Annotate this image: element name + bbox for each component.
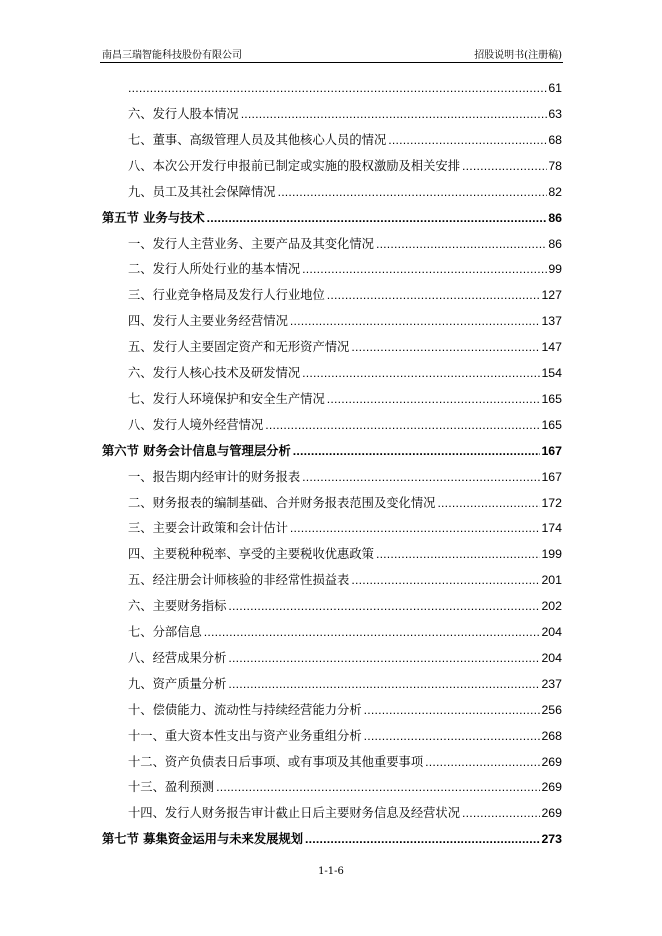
toc-entry[interactable] bbox=[128, 775, 562, 795]
toc-entry-label: 五、发行人主要固定资产和无形资产情况 bbox=[128, 340, 350, 355]
toc-entry[interactable] bbox=[128, 672, 562, 692]
toc-entry-label: 七、发行人环境保护和安全生产情况 bbox=[128, 391, 325, 406]
toc-page-number: 165 bbox=[541, 391, 562, 406]
toc-leader-dots bbox=[327, 391, 541, 407]
toc-entry[interactable] bbox=[128, 309, 562, 329]
toc-entry-label: 第五节 业务与技术 bbox=[102, 210, 205, 225]
toc-leader-dots bbox=[388, 132, 547, 148]
toc-entry-label: 六、发行人股本情况 bbox=[128, 107, 239, 121]
toc-page-number: 86 bbox=[548, 210, 562, 225]
toc-entry[interactable] bbox=[128, 542, 562, 562]
toc-page-number: 165 bbox=[541, 417, 562, 432]
toc-entry-label: 十、偿债能力、流动性与持续经营能力分析 bbox=[128, 702, 362, 717]
toc-entry-label: 七、董事、高级管理人员及其他核心人员的情况 bbox=[128, 132, 387, 147]
toc-leader-dots bbox=[376, 236, 547, 252]
toc-entry-label: 八、本次公开发行申报前已制定或实施的股权激励及相关安排 bbox=[128, 158, 461, 173]
toc-leader-dots bbox=[128, 80, 547, 96]
toc-entry[interactable] bbox=[128, 232, 562, 252]
toc-entry[interactable] bbox=[128, 646, 562, 666]
toc-leader-dots bbox=[241, 106, 548, 122]
toc-entry[interactable] bbox=[128, 516, 562, 536]
toc-leader-dots bbox=[228, 676, 540, 692]
toc-entry[interactable] bbox=[128, 387, 562, 407]
toc-leader-dots bbox=[204, 624, 541, 640]
toc-leader-dots bbox=[364, 702, 541, 718]
toc-entry-label: 九、资产质量分析 bbox=[128, 676, 227, 691]
toc-entry-label: 十四、发行人财务报告审计截止日后主要财务信息及经营状况 bbox=[128, 806, 461, 821]
toc-leader-dots bbox=[302, 365, 540, 381]
toc-leader-dots bbox=[290, 520, 541, 536]
toc-entry-label: 一、报告期内经审计的财务报表 bbox=[128, 469, 301, 484]
toc-entry[interactable] bbox=[128, 620, 562, 640]
toc-entry[interactable] bbox=[128, 154, 562, 174]
toc-entry-label: 第六节 财务会计信息与管理层分析 bbox=[102, 443, 291, 458]
toc-entry-label: 八、发行人境外经营情况 bbox=[128, 417, 264, 432]
toc-page-number: 273 bbox=[541, 832, 562, 847]
toc-entry-label: 二、发行人所处行业的基本情况 bbox=[128, 262, 301, 277]
toc-entry[interactable] bbox=[128, 750, 562, 770]
toc-page-number: 68 bbox=[548, 132, 562, 147]
toc-entry-label: 四、发行人主要业务经营情况 bbox=[128, 314, 288, 329]
toc-page-number: 199 bbox=[541, 547, 562, 562]
toc-entry[interactable] bbox=[128, 413, 562, 433]
toc-entry[interactable] bbox=[128, 724, 562, 744]
toc-page-number: 167 bbox=[541, 443, 562, 458]
page-header bbox=[102, 42, 562, 60]
toc-leader-dots bbox=[265, 417, 540, 433]
toc-entry[interactable] bbox=[128, 698, 562, 718]
toc-leader-dots bbox=[302, 469, 540, 485]
toc-entry-label: 五、经注册会计师核验的非经常性损益表 bbox=[128, 573, 350, 588]
toc-entry-label: 三、主要会计政策和会计估计 bbox=[128, 521, 288, 536]
toc-entry[interactable] bbox=[128, 594, 562, 614]
toc-entry[interactable] bbox=[128, 283, 562, 303]
toc-entry[interactable] bbox=[128, 180, 562, 200]
header-company-name: 南昌三瑞智能科技股份有限公司 bbox=[102, 50, 242, 61]
toc-leader-dots bbox=[216, 779, 540, 795]
toc-page-number: 82 bbox=[548, 184, 562, 199]
toc-leader-dots bbox=[293, 443, 541, 459]
toc-leader-dots bbox=[376, 546, 541, 562]
toc-leader-dots bbox=[364, 728, 541, 744]
toc-page-number: 256 bbox=[541, 702, 562, 717]
toc-page-number: 127 bbox=[541, 288, 562, 303]
toc-entry-label: 八、经营成果分析 bbox=[128, 650, 227, 665]
toc-page-number: 201 bbox=[541, 573, 562, 588]
toc-leader-dots bbox=[462, 158, 547, 174]
toc-entry-label: 一、发行人主营业务、主要产品及其变化情况 bbox=[128, 236, 374, 251]
toc-leader-dots bbox=[305, 831, 540, 847]
toc-leader-dots bbox=[228, 598, 540, 614]
toc-page-number: 237 bbox=[541, 676, 562, 691]
toc-entry[interactable] bbox=[128, 568, 562, 588]
toc-leader-dots bbox=[425, 754, 540, 770]
toc-page-number: 86 bbox=[548, 236, 562, 251]
toc-page-number: 204 bbox=[541, 625, 562, 639]
toc-entry[interactable] bbox=[128, 361, 562, 381]
toc-entry[interactable] bbox=[128, 491, 562, 511]
toc-entry-label: 三、行业竞争格局及发行人行业地位 bbox=[128, 288, 325, 303]
toc-page-number: 174 bbox=[541, 521, 562, 536]
toc-section-heading[interactable] bbox=[102, 206, 562, 226]
toc-entry-label: 六、发行人核心技术及研发情况 bbox=[128, 366, 301, 380]
toc-leader-dots bbox=[278, 184, 548, 200]
toc-page-number: 268 bbox=[541, 728, 562, 743]
header-document-type: 招股说明书(注册稿) bbox=[474, 50, 562, 61]
toc-page-number: 61 bbox=[548, 81, 562, 95]
toc-entry-label: 七、分部信息 bbox=[128, 625, 202, 639]
toc-entry-label: 四、主要税种税率、享受的主要税收优惠政策 bbox=[128, 547, 374, 562]
toc-page-number: 63 bbox=[548, 107, 562, 121]
toc-page-number: 99 bbox=[548, 262, 562, 277]
toc-entry-label: 六、主要财务指标 bbox=[128, 599, 227, 614]
toc-leader-dots bbox=[228, 650, 540, 666]
page-footer-number: 1-1-6 bbox=[318, 866, 344, 877]
toc-page-number: 167 bbox=[541, 469, 562, 484]
toc-page-number: 269 bbox=[541, 806, 562, 821]
toc-entry[interactable] bbox=[128, 102, 562, 122]
toc-entry-label: 十二、资产负债表日后事项、或有事项及其他重要事项 bbox=[128, 754, 424, 769]
toc-entry-label: 十一、重大资本性支出与资产业务重组分析 bbox=[128, 728, 362, 743]
toc-page-number: 269 bbox=[541, 754, 562, 769]
toc-leader-dots bbox=[302, 261, 547, 277]
toc-entry[interactable] bbox=[128, 128, 562, 148]
toc-entry[interactable] bbox=[128, 257, 562, 277]
toc-entry[interactable] bbox=[128, 465, 562, 485]
toc-page-number: 154 bbox=[541, 366, 562, 380]
toc-entry-label: 十三、盈利预测 bbox=[128, 780, 215, 795]
toc-page-number: 78 bbox=[548, 158, 562, 173]
toc-leader-dots bbox=[327, 287, 541, 303]
toc-entry-label: 九、员工及其社会保障情况 bbox=[128, 184, 276, 199]
toc-section-heading[interactable] bbox=[102, 827, 562, 847]
toc-page-number: 202 bbox=[541, 599, 562, 614]
toc-entry-label: 二、财务报表的编制基础、合并财务报表范围及变化情况 bbox=[128, 495, 436, 510]
toc-page-number: 204 bbox=[541, 650, 562, 665]
toc-leader-dots bbox=[207, 210, 548, 226]
toc-leader-dots bbox=[437, 495, 540, 511]
toc-entry-label: 第七节 募集资金运用与未来发展规划 bbox=[102, 832, 304, 847]
toc-section-heading[interactable] bbox=[102, 439, 562, 459]
toc-page-number: 137 bbox=[541, 314, 562, 329]
toc-entry[interactable] bbox=[128, 801, 562, 821]
toc-continuation-row[interactable] bbox=[128, 76, 562, 96]
toc-leader-dots bbox=[462, 805, 540, 821]
toc-leader-dots bbox=[290, 313, 541, 329]
toc-entry[interactable] bbox=[128, 335, 562, 355]
toc-leader-dots bbox=[351, 572, 540, 588]
header-divider bbox=[100, 62, 563, 63]
toc-page-number: 147 bbox=[541, 340, 562, 355]
toc-page-number: 172 bbox=[541, 495, 562, 510]
toc-leader-dots bbox=[351, 339, 540, 355]
toc-page-number: 269 bbox=[541, 780, 562, 795]
